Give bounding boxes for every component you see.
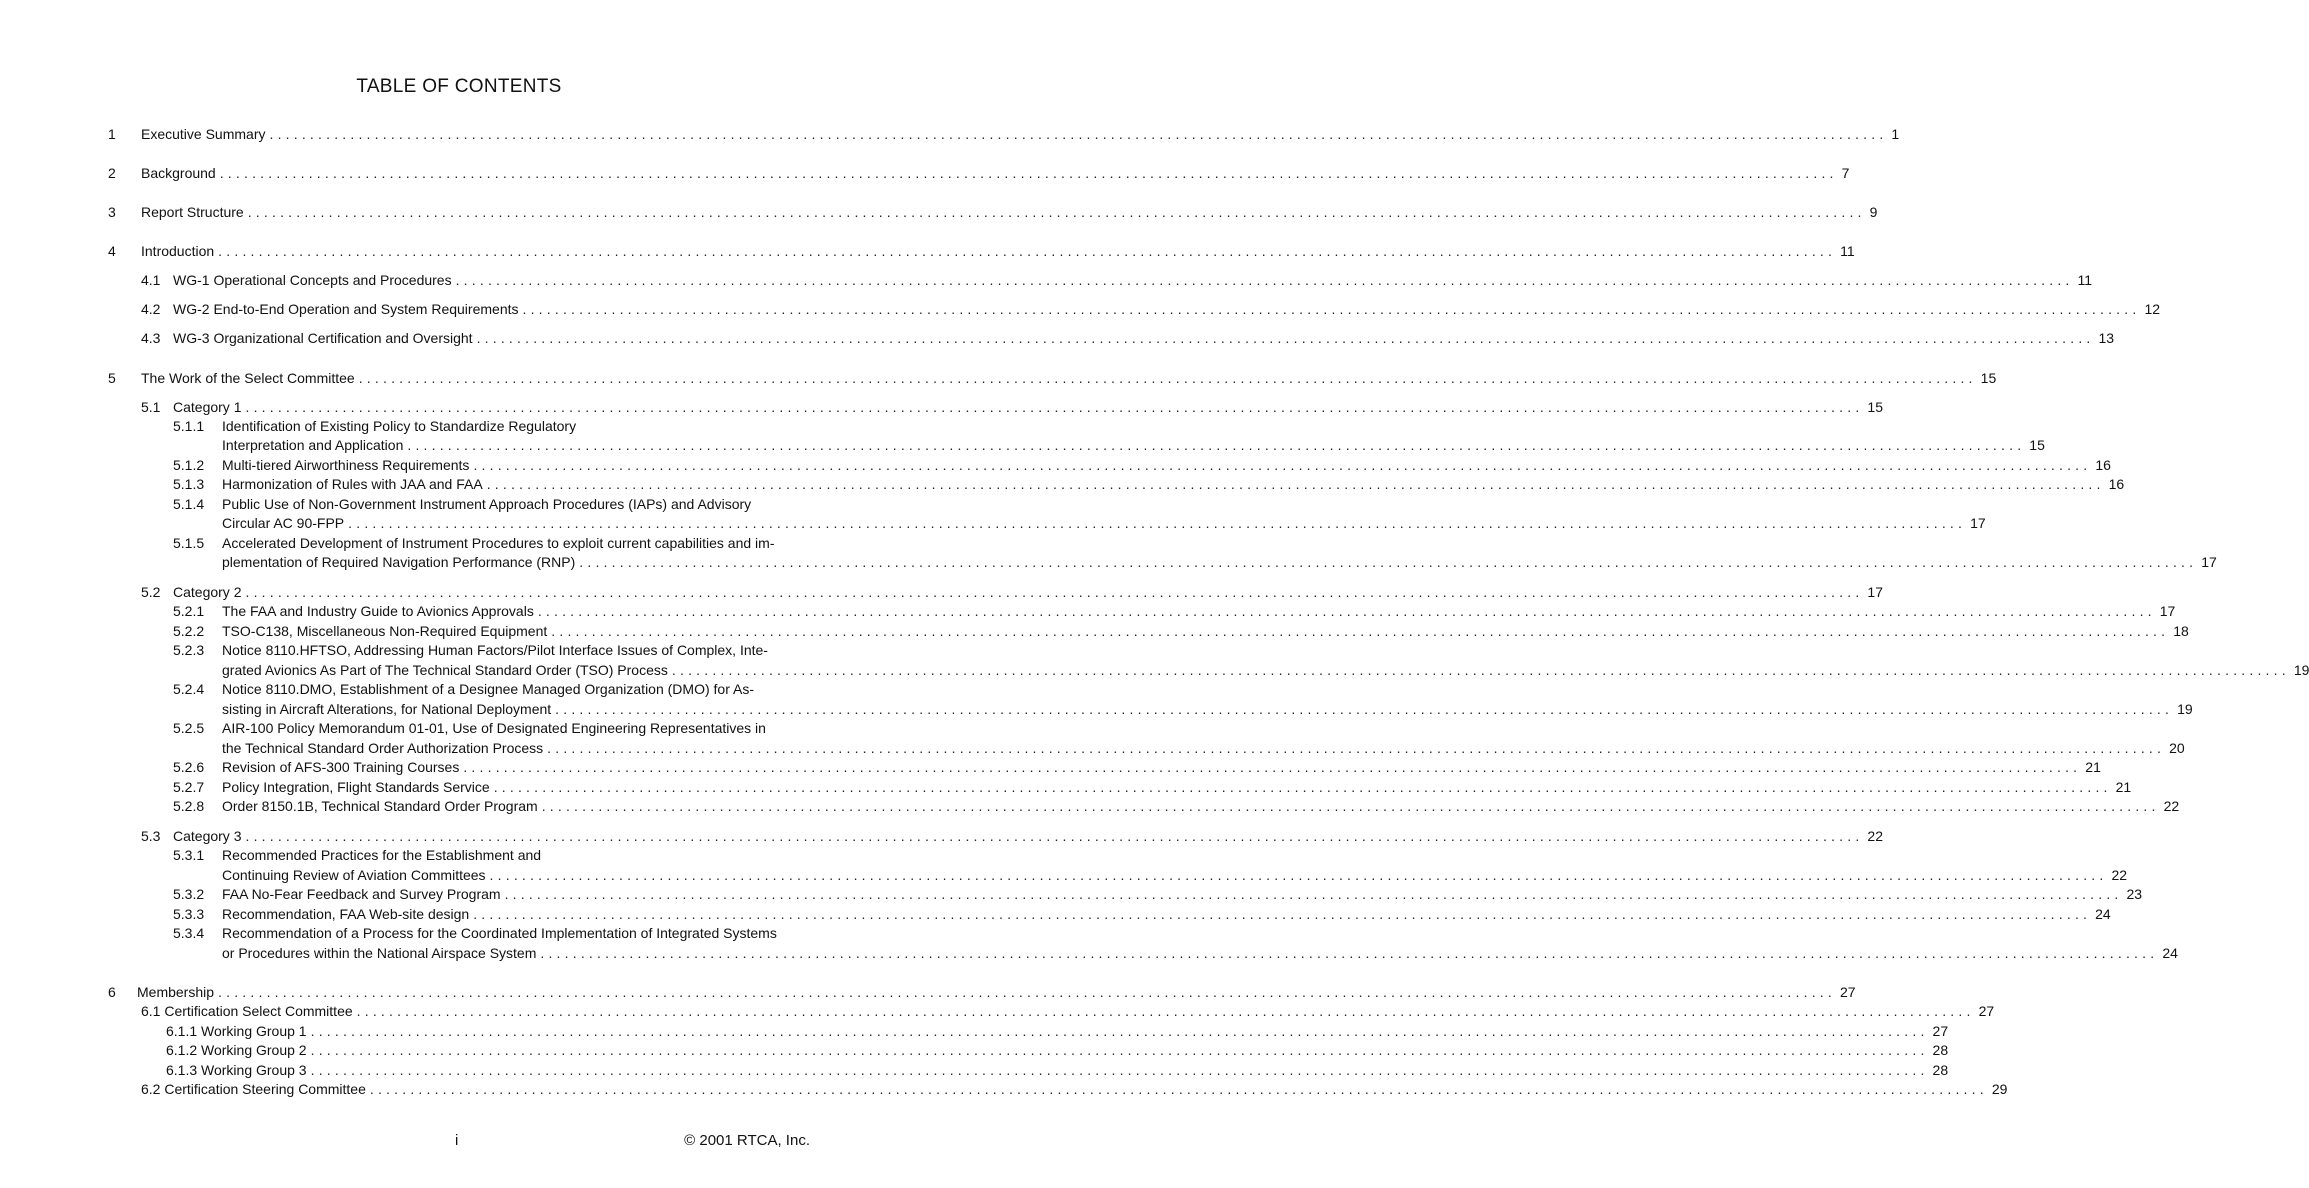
toc-entry[interactable] <box>0 777 2132 797</box>
toc-entry-number: 5.1.2 <box>173 457 205 473</box>
toc-entry-page: 13 <box>2098 330 2115 346</box>
toc-entry-number: 5.2.6 <box>173 759 205 775</box>
toc-entry-title: Notice 8110.HFTSO, Addressing Human Factors/Pilot Interface Issues of Complex, Inte- <box>222 642 768 658</box>
toc-entry[interactable] <box>0 1079 2008 1099</box>
dot-leader: ........................................................................................................................................................................................................ <box>486 476 2105 492</box>
toc-entry-title: Background <box>141 165 216 181</box>
dot-leader: ........................................................................................................................................................................................................ <box>671 662 2290 678</box>
dot-leader: ........................................................................................................................................................................................................ <box>245 584 1864 600</box>
toc-entry-number: 1 <box>108 126 116 142</box>
toc-entry-title: Category 2 <box>173 584 242 600</box>
toc-entry-page: 22 <box>2163 798 2180 814</box>
toc-entry-page: 15 <box>1980 370 1997 386</box>
toc-entry-page: 21 <box>2085 759 2101 775</box>
toc-entry-number: 3 <box>108 204 116 220</box>
dot-leader: ........................................................................................................................................................................................................ <box>356 1003 1975 1019</box>
toc-entry[interactable] <box>0 1040 1949 1060</box>
toc-entry[interactable] <box>0 757 2101 777</box>
toc-entry-page: 12 <box>2144 301 2161 317</box>
toc-entry-title: 6.1.1 Working Group 1 <box>166 1023 307 1039</box>
toc-entry-page: 22 <box>1867 828 1883 844</box>
toc-entry-page: 15 <box>1867 399 1883 415</box>
toc-entry-number: 5.2.4 <box>173 681 205 697</box>
toc-entry[interactable] <box>0 533 918 553</box>
toc-entry-title: Membership <box>137 984 215 1000</box>
dot-leader: ........................................................................................................................................................................................................ <box>219 165 1838 181</box>
toc-entry-title: WG-2 End-to-End Operation and System Requirements <box>173 301 519 317</box>
toc-entry-page: 9 <box>1869 204 1878 220</box>
dot-leader: ........................................................................................................................................................................................................ <box>348 515 1967 531</box>
dot-leader: ........................................................................................................................................................................................................ <box>310 1042 1929 1058</box>
toc-entry-page: 16 <box>2095 457 2111 473</box>
toc-entry-page: 27 <box>1839 984 1856 1000</box>
toc-entry-title: Category 3 <box>173 828 242 844</box>
toc-entry-page: 23 <box>2126 886 2143 902</box>
toc-entry-number: 5.1.3 <box>173 476 205 492</box>
toc-entry-title: 6.2 Certification Steering Committee <box>141 1081 366 1097</box>
toc-entry[interactable] <box>0 884 2143 904</box>
dot-leader: ........................................................................................................................................................................................................ <box>269 126 1888 142</box>
toc-entry-title: Category 1 <box>173 399 242 415</box>
toc-entry-page: 24 <box>2162 945 2178 961</box>
dot-leader: ........................................................................................................................................................................................................ <box>247 204 1866 220</box>
toc-entry-number: 4.3 <box>141 330 161 346</box>
toc-entry[interactable] <box>0 943 2178 963</box>
toc-entry-title: 6.1.3 Working Group 3 <box>166 1062 307 1078</box>
toc-entry-title: The Work of the Select Committee <box>141 370 355 386</box>
toc-entry-page: 15 <box>2029 437 2045 453</box>
toc-entry-page: 27 <box>1932 1023 1949 1039</box>
toc-entry-number: 5.2 <box>141 584 161 600</box>
toc-entry-page: 28 <box>1932 1062 1949 1078</box>
toc-entry[interactable] <box>0 270 2093 290</box>
toc-entry-page: 16 <box>2108 476 2125 492</box>
dot-leader: ........................................................................................................................................................................................................ <box>579 554 2198 570</box>
toc-entry-title: WG-3 Organizational Certification and Oversight <box>173 330 473 346</box>
dot-leader: ........................................................................................................................................................................................................ <box>473 457 2092 473</box>
toc-entry-number: 5.1 <box>141 399 161 415</box>
dot-leader: ........................................................................................................................................................................................................ <box>522 301 2141 317</box>
toc-entry-number: 5.2.5 <box>173 720 205 736</box>
dot-leader: ........................................................................................................................................................................................................ <box>504 886 2123 902</box>
toc-entry[interactable] <box>0 826 1883 846</box>
toc-entry-number: 5.2.2 <box>173 623 205 639</box>
toc-entry-title: Recommendation of a Process for the Coordinated Implementation of Integrated Systems <box>222 925 777 941</box>
toc-entry-title: Public Use of Non-Government Instrument Approach Procedures (IAPs) and Advisory <box>222 496 752 512</box>
toc-entry-title: Interpretation and Application <box>222 437 404 453</box>
toc-entry-number: 4.1 <box>141 272 161 288</box>
toc-entry-title: Executive Summary <box>141 126 266 142</box>
toc-entry-title: Recommendation, FAA Web-site design <box>222 906 470 922</box>
dot-leader: ........................................................................................................................................................................................................ <box>358 370 1977 386</box>
toc-entry-number: 5.2.7 <box>173 779 205 795</box>
toc-entry[interactable] <box>0 299 2161 319</box>
toc-entry-page: 20 <box>2169 740 2185 756</box>
toc-entry-title: 6.1 Certification Select Committee <box>141 1003 353 1019</box>
dot-leader: ........................................................................................................................................................................................................ <box>310 1062 1929 1078</box>
toc-entry-page: 27 <box>1978 1003 1995 1019</box>
toc-entry-title: AIR-100 Policy Memorandum 01-01, Use of Designated Engineering Representatives in <box>222 720 766 736</box>
toc-entry-title: Continuing Review of Aviation Committees <box>222 867 486 883</box>
toc-entry-page: 17 <box>2201 554 2217 570</box>
dot-leader: ........................................................................................................................................................................................................ <box>369 1081 1988 1097</box>
toc-entry-page: 11 <box>2077 272 2093 288</box>
toc-entry-number: 5.2.8 <box>173 798 205 814</box>
toc-entry-title: grated Avionics As Part of The Technical Standard Order (TSO) Process <box>222 662 668 678</box>
toc-entry[interactable] <box>0 621 2189 641</box>
toc-entry-title: Policy Integration, Flight Standards Service <box>222 779 490 795</box>
toc-entry[interactable] <box>0 640 918 660</box>
dot-leader: ........................................................................................................................................................................................................ <box>555 701 2174 717</box>
toc-entry-number: 5 <box>108 370 116 386</box>
toc-entry-page: 22 <box>2111 867 2128 883</box>
toc-entry-title: Multi-tiered Airworthiness Requirements <box>222 457 470 473</box>
toc-entry-page: 28 <box>1932 1042 1949 1058</box>
toc-entry-number: 5.1.4 <box>173 496 205 512</box>
toc-entry[interactable] <box>0 241 1855 261</box>
dot-leader: ........................................................................................................................................................................................................ <box>218 984 1836 1000</box>
toc-entry-number: 5.3.1 <box>173 847 205 863</box>
toc-entry-title: Report Structure <box>141 204 244 220</box>
toc-entry-title: TSO-C138, Miscellaneous Non-Required Equipment <box>222 623 548 639</box>
toc-entry-title: the Technical Standard Order Authorization Process <box>222 740 544 756</box>
toc-entry[interactable] <box>0 552 2217 572</box>
toc-entry[interactable] <box>0 124 1900 144</box>
toc-entry[interactable] <box>0 904 2111 924</box>
toc-entry-page: 17 <box>1970 515 1986 531</box>
dot-leader: ........................................................................................................................................................................................................ <box>551 623 2170 639</box>
toc-entry-page: 21 <box>2115 779 2132 795</box>
toc-entry-title: Introduction <box>141 243 215 259</box>
toc-entry-page: 19 <box>2293 662 2309 678</box>
toc-entry-page: 17 <box>2159 603 2176 619</box>
toc-entry-title: Identification of Existing Policy to Standardize Regulatory <box>222 418 577 434</box>
toc-entry-page: 18 <box>2173 623 2189 639</box>
toc-entry[interactable] <box>0 474 2125 494</box>
toc-entry-page: 1 <box>1891 126 1900 142</box>
toc-entry[interactable] <box>0 982 1856 1002</box>
toc-entry-number: 5.3 <box>141 828 161 844</box>
toc-entry[interactable] <box>0 923 918 943</box>
dot-leader: ........................................................................................................................................................................................................ <box>476 330 2095 346</box>
dot-leader: ........................................................................................................................................................................................................ <box>463 759 2082 775</box>
toc-entry-page: 17 <box>1867 584 1883 600</box>
footer-copyright: © 2001 RTCA, Inc. <box>684 1132 810 1149</box>
toc-entry-title: sisting in Aircraft Alterations, for National Deployment <box>222 701 552 717</box>
toc-entry[interactable] <box>0 455 2111 475</box>
toc-entry[interactable] <box>0 1021 1949 1041</box>
toc-entry-number: 5.1.1 <box>173 418 205 434</box>
toc-entry[interactable] <box>0 865 2128 885</box>
toc-entry[interactable] <box>0 368 1997 388</box>
toc-entry[interactable] <box>0 679 918 699</box>
dot-leader: ........................................................................................................................................................................................................ <box>245 828 1864 844</box>
dot-leader: ........................................................................................................................................................................................................ <box>473 906 2092 922</box>
toc-entry-page: 7 <box>1841 165 1850 181</box>
toc-entry[interactable] <box>0 582 1883 602</box>
toc-entry-title: WG-1 Operational Concepts and Procedures <box>173 272 452 288</box>
toc-entry-title: Order 8150.1B, Technical Standard Order Program <box>222 798 538 814</box>
toc-entry[interactable] <box>0 494 918 514</box>
dot-leader: ........................................................................................................................................................................................................ <box>547 740 2166 756</box>
toc-entry-page: 11 <box>1840 243 1855 259</box>
toc-entry-page: 19 <box>2177 701 2193 717</box>
dot-leader: ........................................................................................................................................................................................................ <box>493 779 2112 795</box>
toc-entry-title: Notice 8110.DMO, Establishment of a Designee Managed Organization (DMO) for As- <box>222 681 754 697</box>
toc-entry[interactable] <box>0 660 2309 680</box>
toc-entry-title: FAA No-Fear Feedback and Survey Program <box>222 886 501 902</box>
toc-entry-title: plementation of Required Navigation Performance (RNP) <box>222 554 576 570</box>
toc-entry-page: 29 <box>1991 1081 2008 1097</box>
toc-entry-title: Harmonization of Rules with JAA and FAA <box>222 476 483 492</box>
toc-entry[interactable] <box>0 601 2176 621</box>
toc-entry-number: 6 <box>108 984 116 1000</box>
toc-entry[interactable] <box>0 845 918 865</box>
toc-entry[interactable] <box>0 513 1986 533</box>
dot-leader: ........................................................................................................................................................................................................ <box>541 798 2160 814</box>
toc-entry-page: 24 <box>2095 906 2111 922</box>
dot-leader: ........................................................................................................................................................................................................ <box>218 243 1837 259</box>
toc-entry[interactable] <box>0 738 2185 758</box>
toc-entry-number: 4 <box>108 243 116 259</box>
toc-entry-title: Circular AC 90-FPP <box>222 515 345 531</box>
toc-entry[interactable] <box>0 796 2180 816</box>
toc-entry-title: Revision of AFS-300 Training Courses <box>222 759 460 775</box>
toc-entry-title: or Procedures within the National Airspace System <box>222 945 537 961</box>
dot-leader: ........................................................................................................................................................................................................ <box>537 603 2156 619</box>
dot-leader: ........................................................................................................................................................................................................ <box>455 272 2074 288</box>
toc-entry-title: 6.1.2 Working Group 2 <box>166 1042 307 1058</box>
footer-page-number: i <box>455 1132 459 1149</box>
toc-entry-number: 5.2.3 <box>173 642 205 658</box>
dot-leader: ........................................................................................................................................................................................................ <box>489 867 2108 883</box>
toc-entry-title: Recommended Practices for the Establishment and <box>222 847 542 863</box>
toc-entry-title: Accelerated Development of Instrument Procedures to exploit current capabilities and im- <box>222 535 775 551</box>
toc-entry[interactable] <box>0 163 1850 183</box>
toc-entry-number: 5.2.1 <box>173 603 205 619</box>
dot-leader: ........................................................................................................................................................................................................ <box>407 437 2026 453</box>
toc-entry[interactable] <box>0 397 1883 417</box>
toc-entry-number: 2 <box>108 165 116 181</box>
toc-entry[interactable] <box>0 1001 1995 1021</box>
toc-entry-number: 5.3.2 <box>173 886 205 902</box>
toc-entry-number: 4.2 <box>141 301 161 317</box>
toc-entry-number: 5.3.4 <box>173 925 205 941</box>
toc-entry[interactable] <box>0 699 2193 719</box>
toc-entry[interactable] <box>0 1060 1949 1080</box>
toc-entry[interactable] <box>0 435 2045 455</box>
dot-leader: ........................................................................................................................................................................................................ <box>245 399 1864 415</box>
toc-entry[interactable] <box>0 718 918 738</box>
toc-entry[interactable] <box>0 416 918 436</box>
toc-entry-title: The FAA and Industry Guide to Avionics Approvals <box>222 603 534 619</box>
toc-entry[interactable] <box>0 202 1878 222</box>
toc-entry-number: 5.1.5 <box>173 535 205 551</box>
page-title: TABLE OF CONTENTS <box>356 76 562 97</box>
toc-entry-number: 5.3.3 <box>173 906 205 922</box>
dot-leader: ........................................................................................................................................................................................................ <box>310 1023 1929 1039</box>
toc-entry[interactable] <box>0 328 2115 348</box>
dot-leader: ........................................................................................................................................................................................................ <box>540 945 2159 961</box>
